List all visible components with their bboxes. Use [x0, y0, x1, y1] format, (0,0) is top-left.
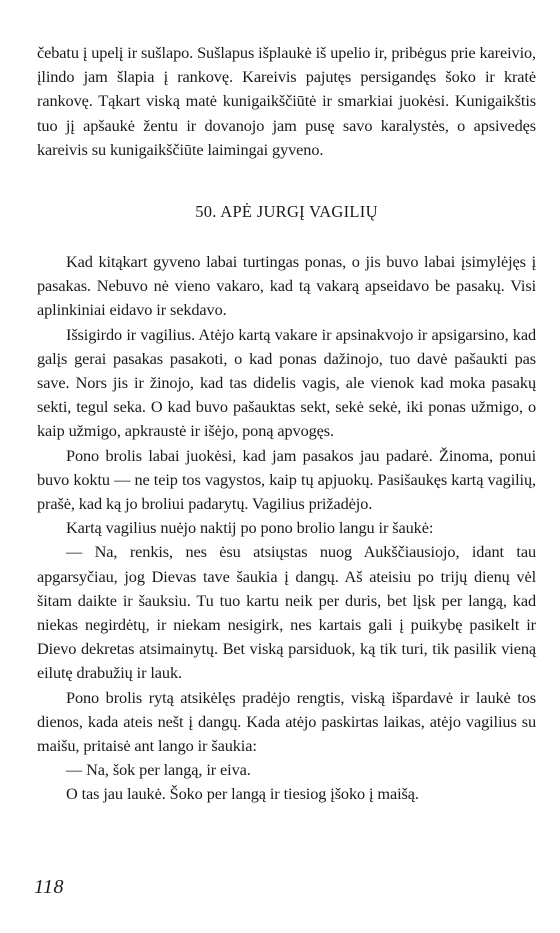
- body-paragraph: Išsigirdo ir vagilius. Atėjo kartą vakare ir apsinakvojo ir apsigarsino, kad galįs gerai pasakas pasakoti, o kad ponas dažinojo, tuo davė pašaukti pas save. Nors jis ir žinojo, kad tas didelis vagis, ale vienok kad moka pasakų sekti, tegul seka. O kad buvo pašauktas sekt, sekė sekė, iki ponas užmigo, o kaip užmigo, apkraustė ir išėjo, poną apvogęs.: [37, 324, 536, 441]
- body-paragraph: Kad kitąkart gyveno labai turtingas ponas, o jis buvo labai įsimylėjęs į pasakas. Nebuvo nė vieno vakaro, kad tą vakarą apseidavo be pasakų. Visi aplinkiniai eidavo ir sekdavo.: [37, 252, 536, 320]
- dialogue-paragraph: — Na, renkis, nes ėsu atsiųstas nuog Aukščiausiojo, idant tau apgarsyčiau, jog Dievas tave šaukia į dangų. Aš ateisiu po trijų dienų vėl šitam daikte ir šauksiu. Tu tuo kartu neik per duris, bet lįsk per langą, kad niekas negirdėtų, ir niekam nesigirk, nes kartais gali į puikybę pasikelt ir Dievo dekretas atsimainytų. Bet viską parsiduok, ką tik turi, tik pasilik vieną eilutę drabužių ir lauk.: [37, 542, 536, 683]
- intro-paragraph: čebatu į upelį ir sušlapo. Sušlapus išplaukė iš upelio ir, pribėgus prie kareivio, įlindo jam šlapia į rankovę. Kareivis pajutęs persigandęs šoko ir kratė rankovę. Tąkart viską matė kunigaikščiūtė ir smarkiai juokėsi. Kunigaikštis tuo jį apšaukė žentu ir dovanojo jam pusę savo karalystės, o apsivedęs kareivis su kunigaikščiūte laimingai gyveno.: [37, 43, 536, 159]
- dialogue-paragraph: — Na, šok per langą, ir eiva.: [66, 760, 251, 780]
- page-number: 118: [34, 876, 65, 898]
- chapter-title: 50. APĖ JURGĮ VAGILIŲ: [195, 202, 378, 222]
- body-paragraph: Pono brolis labai juokėsi, kad jam pasakos jau padarė. Žinoma, ponui buvo koktu — ne teip tos vagystos, kaip tų apjuokų. Pasišaukęs kartą vagilių, prašė, kad ką jo broliui padarytų. Vagilius prižadėjo.: [37, 445, 536, 514]
- body-paragraph: Pono brolis rytą atsikėlęs pradėjo rengtis, viską išpardavė ir laukė tos dienos, kada ateis nešt į dangų. Kada atėjo paskirtas laikas, atėjo vagilius su maišu, pritaisė ant lango ir šaukia:: [37, 687, 536, 756]
- body-paragraph: O tas jau laukė. Šoko per langą ir tiesiog įšoko į maišą.: [66, 784, 419, 804]
- body-paragraph: Kartą vagilius nuėjo naktij po pono brolio langu ir šaukė:: [66, 518, 434, 538]
